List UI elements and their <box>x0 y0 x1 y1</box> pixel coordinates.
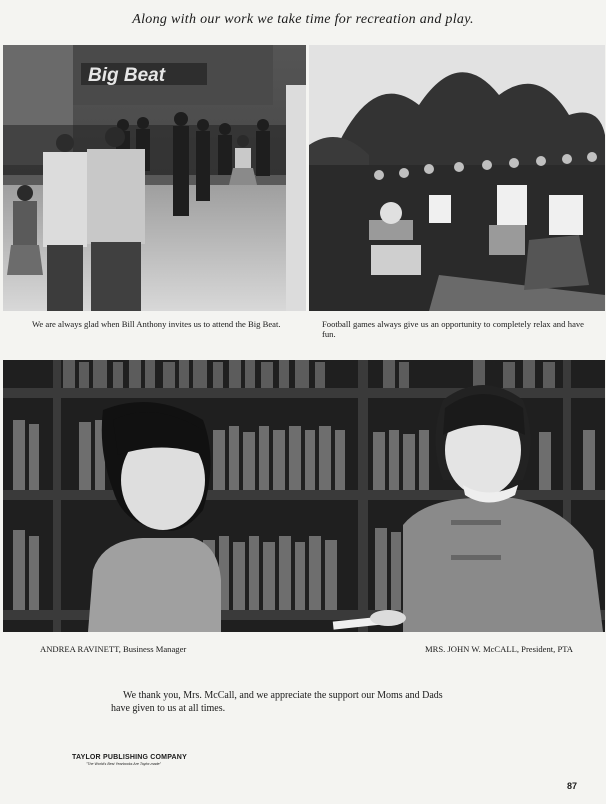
thank-you-line-2: have given to us at all times. <box>111 703 226 714</box>
dance-photo <box>3 45 306 311</box>
publisher-name: TAYLOR PUBLISHING COMPANY <box>72 754 187 761</box>
football-caption: Football games always give us an opportunity to completely relax and have fun. <box>322 319 584 339</box>
andrea-caption: ANDREA RAVINETT, Business Manager <box>40 644 187 654</box>
library-photo <box>3 360 605 632</box>
dance-caption: We are always glad when Bill Anthony invites us to attend the Big Beat. <box>32 319 281 329</box>
dance-photo-scene <box>3 45 306 311</box>
publisher-mark <box>72 754 187 766</box>
mccall-caption: MRS. JOHN W. McCALL, President, PTA <box>424 644 573 654</box>
football-photo <box>309 45 605 311</box>
thank-you-text <box>111 689 491 715</box>
library-photo-scene <box>3 360 605 632</box>
page-heading: Along with our work we take time for recreation and play. <box>132 12 474 27</box>
big-beat-sign: Big Beat <box>88 65 166 86</box>
page-number: 87 <box>566 781 577 791</box>
thank-you-line-1: We thank you, Mrs. McCall, and we appreciate the support our Moms and Dads <box>123 690 443 701</box>
publisher-tagline: "The World's Best Yearbooks Are Taylor-made" <box>86 762 161 766</box>
football-photo-scene <box>309 45 605 311</box>
